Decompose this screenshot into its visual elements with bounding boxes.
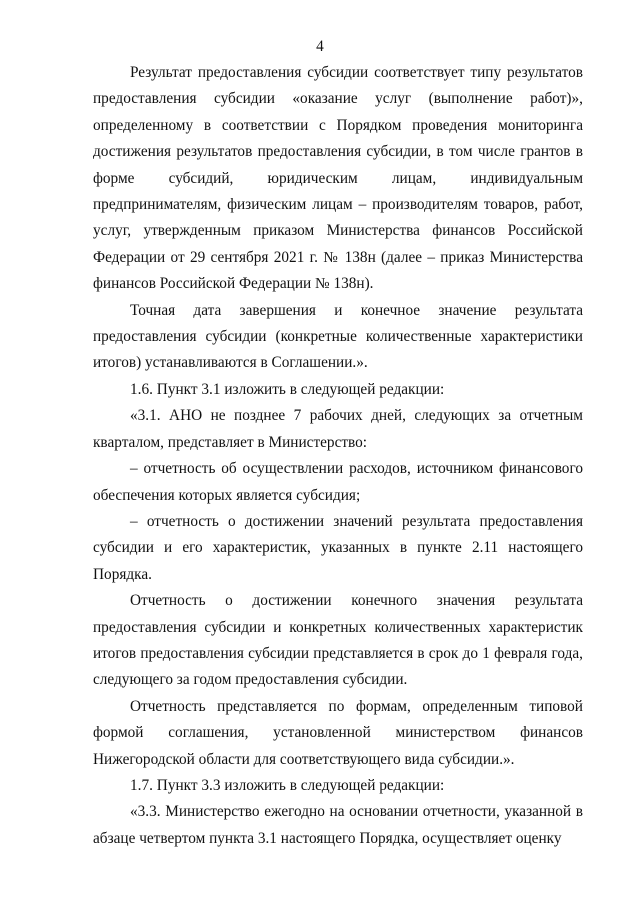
paragraph-item-1-7: 1.7. Пункт 3.3 изложить в следующей редакции: [130,776,445,794]
paragraph-clause-3-1: «3.1. АНО не позднее 7 рабочих дней, следующих за отчетным кварталом, представляет в Министерство: [93,407,583,451]
page-number: 4 [316,38,324,55]
paragraph-clause-3-3: «3.3. Министерство ежегодно на основании отчетности, указанной в абзаце четвертом пункта 3.1 настоящего Порядка, осуществляет оценку [93,803,583,847]
paragraph-report-forms: Отчетность представляется по формам, определенным типовой формой соглашения, установленной министерством финансов Нижегородской области для соответствующего вида субсидии.». [93,697,583,768]
paragraph-result-report: – отчетность о достижении значений результата предоставления субсидии и его характеристик, указанных в пункте 2.11 настоящего Порядка. [93,512,583,583]
document-body [93,60,583,852]
paragraph-final-date: Точная дата завершения и конечное значение результата предоставления субсидии (конкретные количественные характеристики итогов) устанавливаются в Соглашении.». [93,301,583,372]
paragraph-item-1-6: 1.6. Пункт 3.1 изложить в следующей редакции: [130,380,445,398]
paragraph-expense-report: – отчетность об осуществлении расходов, источником финансового обеспечения которых является субсидия; [93,460,583,504]
paragraph-result-type: Результат предоставления субсидии соответствует типу результатов предоставления субсидии «оказание услуг (выполнение работ)», определенному в соответствии с Порядком проведения мониторинга достижения результатов предоставления субсидии, в том числе грантов в форме субсидий, юридическим лицам, индивидуальным предпринимателям, физическим лицам – производителям товаров, работ, услуг, утвержденным приказом Министерства финансов Российской Федерации от 29 сентября 2021 г. № 138н (далее – приказ Министерства финансов Российской Федерации № 138н). [93,64,583,293]
paragraph-final-report: Отчетность о достижении конечного значения результата предоставления субсидии и конкретных количественных характеристик итогов предоставления субсидии представляется в срок до 1 февраля года, следующего за годом предоставления субсидии. [93,592,583,689]
